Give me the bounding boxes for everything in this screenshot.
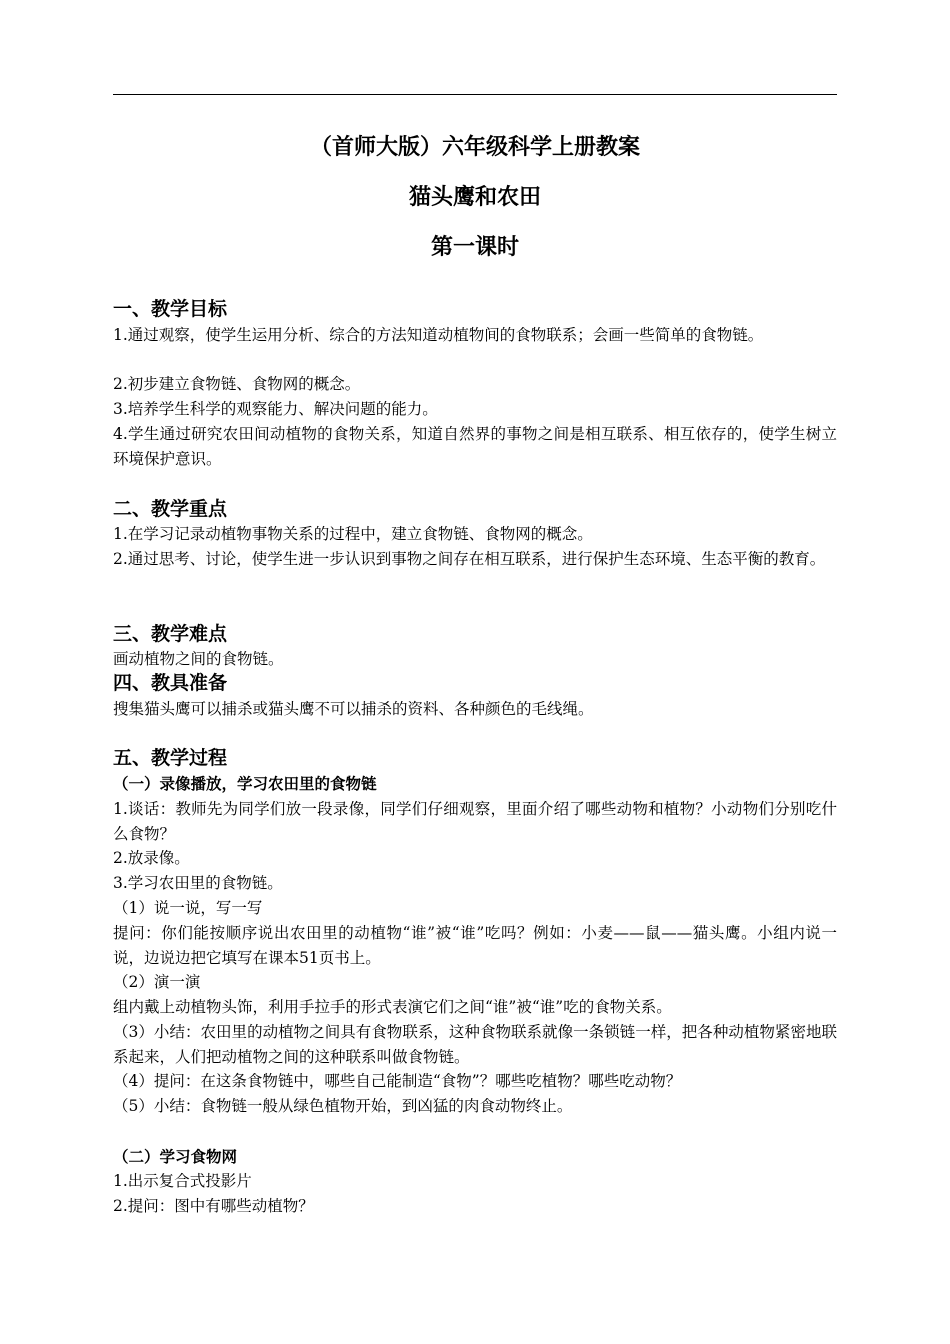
- process-part1-heading: （一）录像播放，学习农田里的食物链: [113, 775, 377, 793]
- header-rule: [113, 94, 837, 95]
- process-item: 1.出示复合式投影片: [113, 1172, 252, 1190]
- process-item: （4）提问：在这条食物链中，哪些自己能制造“食物”？哪些吃植物？哪些吃动物？: [113, 1072, 682, 1090]
- objective-item: 3.培养学生科学的观察能力、解决问题的能力。: [113, 400, 438, 418]
- process-heading: 五、教学过程: [113, 747, 228, 769]
- process-item: （5）小结：食物链一般从绿色植物开始，到凶猛的肉食动物终止。: [113, 1097, 573, 1115]
- materials-heading: 四、教具准备: [113, 672, 228, 694]
- period-title: 第一课时: [430, 235, 519, 260]
- key-points-heading: 二、教学重点: [113, 498, 228, 520]
- process-item: （2）演一演: [113, 973, 201, 991]
- process-item: 2.提问：图中有哪些动植物？: [113, 1197, 314, 1215]
- process-part2-heading: （二）学习食物网: [113, 1148, 238, 1166]
- process-item: （1）说一说，写一写: [113, 899, 263, 917]
- process-item: 提问：你们能按顺序说出农田里的动植物“谁”被“谁”吃吗？例如：小麦——鼠——猫头鹰。小组内说一说，边说边把它填写在课本51页书上。: [113, 924, 837, 967]
- process-item: 1.谈话：教师先为同学们放一段录像，同学们仔细观察，里面介绍了哪些动物和植物？小动物们分别吃什么食物？: [113, 800, 837, 843]
- process-item: 2.放录像。: [113, 849, 190, 867]
- objective-item: 1.通过观察，使学生运用分析、综合的方法知道动植物间的食物联系；会画一些简单的食物链。: [113, 326, 764, 344]
- objective-item: 2.初步建立食物链、食物网的概念。: [113, 375, 361, 393]
- process-item: （3）小结：农田里的动植物之间具有食物联系，这种食物联系就像一条锁链一样，把各种动植物紧密地联系起来，人们把动植物之间的这种联系叫做食物链。: [113, 1023, 837, 1066]
- document-page: [113, 0, 837, 1344]
- difficulty-item: 画动植物之间的食物链。: [113, 650, 284, 668]
- material-item: 搜集猫头鹰可以捕杀或猫头鹰不可以捕杀的资料、各种颜色的毛线绳。: [113, 700, 594, 718]
- key-point-item: 2.通过思考、讨论，使学生进一步认识到事物之间存在相互联系，进行保护生态环境、生态平衡的教育。: [113, 550, 826, 568]
- process-item: 3.学习农田里的食物链。: [113, 874, 283, 892]
- key-point-item: 1.在学习记录动植物事物关系的过程中，建立食物链、食物网的概念。: [113, 525, 593, 543]
- document-title: （首师大版）六年级科学上册教案: [309, 135, 640, 160]
- objective-item: 4.学生通过研究农田间动植物的食物关系，知道自然界的事物之间是相互联系、相互依存的，使学生树立环境保护意识。: [113, 425, 837, 468]
- lesson-title: 猫头鹰和农田: [408, 185, 541, 210]
- process-item: 组内戴上动植物头饰，利用手拉手的形式表演它们之间“谁”被“谁”吃的食物关系。: [113, 998, 672, 1016]
- difficulties-heading: 三、教学难点: [113, 623, 228, 645]
- objectives-heading: 一、教学目标: [113, 298, 228, 320]
